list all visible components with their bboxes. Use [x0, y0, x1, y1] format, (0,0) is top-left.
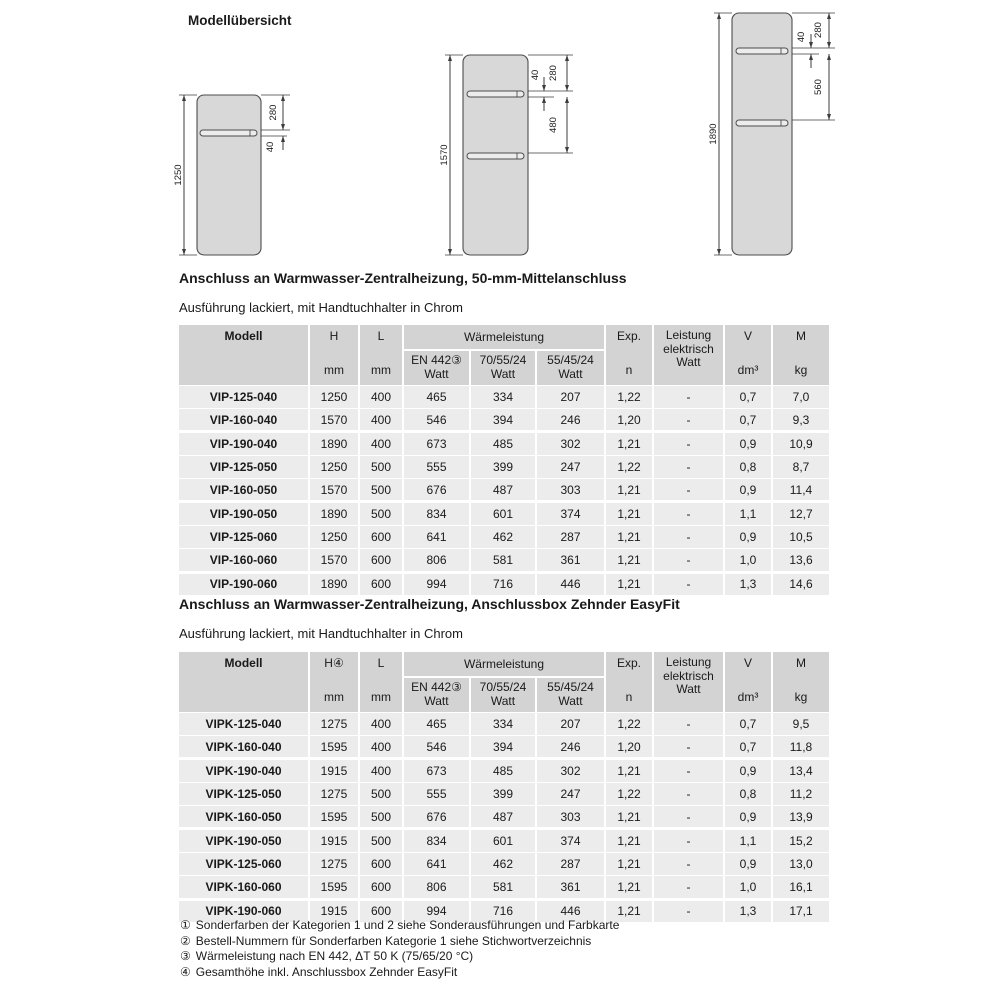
- footnote-marker: ③: [180, 949, 191, 963]
- cell-l: 400: [359, 735, 403, 759]
- cell-model: VIPK-125-060: [179, 853, 309, 876]
- radiator-1890-drawing: [698, 4, 853, 266]
- radiator-body: [197, 95, 261, 255]
- cell-v: 0,7: [724, 386, 772, 409]
- dimension-label-between: 560: [813, 79, 824, 95]
- cell-model: VIP-190-040: [179, 432, 309, 456]
- cell-m: 9,5: [772, 713, 829, 736]
- cell-leistung-elektrisch: -: [653, 456, 724, 479]
- cell-m: 16,1: [772, 875, 829, 899]
- cell-m: 11,4: [772, 478, 829, 502]
- cell-leistung-elektrisch: -: [653, 572, 724, 595]
- cell-m: 12,7: [772, 502, 829, 526]
- cell-v: 1,1: [724, 502, 772, 526]
- height-dimension: [439, 55, 463, 255]
- cell-en442-watt: 806: [403, 875, 470, 899]
- cell-h: 1570: [309, 478, 359, 502]
- cell-model: VIPK-160-060: [179, 875, 309, 899]
- cell-l: 500: [359, 829, 403, 853]
- section-heading-mittelanschluss: Anschluss an Warmwasser-Zentralheizung, 50-mm-Mittelanschluss: [179, 270, 627, 286]
- col-header-v: V dm³: [724, 652, 772, 713]
- footnote: [180, 934, 619, 950]
- footnote: [180, 949, 619, 965]
- cell-exp: 1,22: [605, 456, 653, 479]
- cell-554524-watt: 446: [536, 899, 605, 922]
- cell-h: 1890: [309, 432, 359, 456]
- table-row: [179, 432, 829, 456]
- cell-705524-watt: 485: [470, 432, 536, 456]
- cell-705524-watt: 581: [470, 875, 536, 899]
- radiator-1570-drawing: [428, 46, 578, 264]
- cell-v: 1,3: [724, 572, 772, 595]
- cell-leistung-elektrisch: -: [653, 386, 724, 409]
- section-heading-easyfit: Anschluss an Warmwasser-Zentralheizung, Anschlussbox Zehnder EasyFit: [179, 596, 680, 612]
- cell-en442-watt: 994: [403, 572, 470, 595]
- cell-m: 11,2: [772, 783, 829, 806]
- cell-exp: 1,20: [605, 735, 653, 759]
- dimension-label-bar: 40: [796, 31, 807, 43]
- cell-h: 1275: [309, 853, 359, 876]
- towel-bar: [467, 91, 524, 97]
- cell-exp: 1,21: [605, 572, 653, 595]
- col-header-modell: Modell: [179, 325, 309, 386]
- towel-bar: [200, 130, 257, 136]
- cell-l: 400: [359, 386, 403, 409]
- cell-model: VIPK-190-060: [179, 899, 309, 922]
- dimension-label-top: 280: [268, 104, 279, 121]
- cell-model: VIP-125-050: [179, 456, 309, 479]
- cell-v: 0,9: [724, 759, 772, 783]
- cell-model: VIP-125-040: [179, 386, 309, 409]
- cell-705524-watt: 394: [470, 408, 536, 432]
- col-header-en442: EN 442③ Watt: [403, 350, 470, 386]
- cell-en442-watt: 465: [403, 713, 470, 736]
- cell-705524-watt: 716: [470, 899, 536, 922]
- cell-554524-watt: 247: [536, 456, 605, 479]
- col-header-l: L mm: [359, 652, 403, 713]
- col-header-554524: 55/45/24 Watt: [536, 677, 605, 713]
- bar-dimensions: [792, 13, 835, 120]
- col-header-en442: EN 442③ Watt: [403, 677, 470, 713]
- col-header-v: V dm³: [724, 325, 772, 386]
- col-header-705524: 70/55/24 Watt: [470, 677, 536, 713]
- cell-l: 400: [359, 759, 403, 783]
- cell-705524-watt: 716: [470, 572, 536, 595]
- radiator-diagram-1890: [698, 4, 853, 271]
- cell-en442-watt: 641: [403, 853, 470, 876]
- cell-v: 0,9: [724, 805, 772, 829]
- cell-705524-watt: 394: [470, 735, 536, 759]
- cell-leistung-elektrisch: -: [653, 548, 724, 572]
- cell-v: 1,0: [724, 548, 772, 572]
- height-dimension: [708, 13, 732, 255]
- dimension-label-top: 280: [548, 65, 559, 81]
- cell-v: 0,9: [724, 853, 772, 876]
- cell-h: 1890: [309, 502, 359, 526]
- cell-v: 0,9: [724, 478, 772, 502]
- cell-m: 17,1: [772, 899, 829, 922]
- cell-h: 1890: [309, 572, 359, 595]
- cell-m: 15,2: [772, 829, 829, 853]
- table-row: [179, 713, 829, 736]
- cell-v: 1,1: [724, 829, 772, 853]
- cell-554524-watt: 246: [536, 408, 605, 432]
- cell-705524-watt: 487: [470, 478, 536, 502]
- cell-en442-watt: 676: [403, 478, 470, 502]
- cell-705524-watt: 487: [470, 805, 536, 829]
- cell-leistung-elektrisch: -: [653, 408, 724, 432]
- cell-model: VIP-190-060: [179, 572, 309, 595]
- cell-l: 500: [359, 456, 403, 479]
- cell-exp: 1,21: [605, 502, 653, 526]
- radiator-diagram-1570: [428, 46, 578, 269]
- cell-leistung-elektrisch: -: [653, 783, 724, 806]
- col-header-l: L mm: [359, 325, 403, 386]
- cell-l: 500: [359, 805, 403, 829]
- cell-h: 1250: [309, 526, 359, 549]
- cell-exp: 1,21: [605, 432, 653, 456]
- cell-exp: 1,22: [605, 783, 653, 806]
- cell-en442-watt: 834: [403, 502, 470, 526]
- cell-exp: 1,20: [605, 408, 653, 432]
- cell-exp: 1,21: [605, 899, 653, 922]
- cell-exp: 1,21: [605, 526, 653, 549]
- cell-705524-watt: 485: [470, 759, 536, 783]
- cell-554524-watt: 374: [536, 502, 605, 526]
- cell-m: 8,7: [772, 456, 829, 479]
- cell-705524-watt: 462: [470, 853, 536, 876]
- cell-705524-watt: 462: [470, 526, 536, 549]
- cell-m: 7,0: [772, 386, 829, 409]
- cell-l: 500: [359, 478, 403, 502]
- cell-leistung-elektrisch: -: [653, 526, 724, 549]
- table-row: [179, 572, 829, 595]
- cell-model: VIPK-160-050: [179, 805, 309, 829]
- cell-l: 400: [359, 408, 403, 432]
- cell-leistung-elektrisch: -: [653, 735, 724, 759]
- col-header-m: M kg: [772, 652, 829, 713]
- cell-v: 0,7: [724, 408, 772, 432]
- cell-h: 1250: [309, 386, 359, 409]
- cell-554524-watt: 302: [536, 759, 605, 783]
- table-row: [179, 548, 829, 572]
- cell-554524-watt: 247: [536, 783, 605, 806]
- cell-554524-watt: 246: [536, 735, 605, 759]
- col-header-waermeleistung: Wärmeleistung: [403, 652, 605, 677]
- cell-h: 1915: [309, 759, 359, 783]
- cell-l: 600: [359, 853, 403, 876]
- cell-leistung-elektrisch: -: [653, 432, 724, 456]
- cell-model: VIP-160-040: [179, 408, 309, 432]
- dimension-label-bar: 40: [530, 69, 541, 81]
- table-row: [179, 526, 829, 549]
- cell-model: VIPK-190-050: [179, 829, 309, 853]
- cell-m: 10,5: [772, 526, 829, 549]
- cell-705524-watt: 601: [470, 502, 536, 526]
- table-row: [179, 829, 829, 853]
- cell-exp: 1,22: [605, 386, 653, 409]
- cell-h: 1250: [309, 456, 359, 479]
- cell-en442-watt: 641: [403, 526, 470, 549]
- dimension-label-between: 480: [548, 117, 559, 133]
- col-header-exp: Exp. n: [605, 652, 653, 713]
- cell-554524-watt: 361: [536, 548, 605, 572]
- table-row: [179, 478, 829, 502]
- cell-554524-watt: 303: [536, 478, 605, 502]
- cell-m: 13,9: [772, 805, 829, 829]
- cell-554524-watt: 374: [536, 829, 605, 853]
- cell-en442-watt: 676: [403, 805, 470, 829]
- cell-en442-watt: 555: [403, 783, 470, 806]
- cell-model: VIPK-125-050: [179, 783, 309, 806]
- cell-exp: 1,21: [605, 875, 653, 899]
- cell-h: 1595: [309, 735, 359, 759]
- table-row: [179, 386, 829, 409]
- table-row: [179, 456, 829, 479]
- col-header-leistung-elektrisch: Leistung elektrisch Watt: [653, 652, 724, 713]
- col-header-705524: 70/55/24 Watt: [470, 350, 536, 386]
- col-header-h: H④ mm: [309, 652, 359, 713]
- cell-v: 0,8: [724, 783, 772, 806]
- cell-v: 0,7: [724, 735, 772, 759]
- footnote-marker: ①: [180, 918, 191, 932]
- cell-en442-watt: 465: [403, 386, 470, 409]
- cell-h: 1915: [309, 829, 359, 853]
- cell-h: 1570: [309, 548, 359, 572]
- cell-554524-watt: 287: [536, 526, 605, 549]
- cell-l: 600: [359, 526, 403, 549]
- cell-leistung-elektrisch: -: [653, 853, 724, 876]
- cell-v: 0,9: [724, 526, 772, 549]
- col-header-modell: Modell: [179, 652, 309, 713]
- table-row: [179, 408, 829, 432]
- footnote-text: Wärmeleistung nach EN 442, ΔT 50 K (75/65/20 °C): [195, 949, 474, 963]
- cell-model: VIP-160-060: [179, 548, 309, 572]
- cell-l: 400: [359, 713, 403, 736]
- col-header-554524: 55/45/24 Watt: [536, 350, 605, 386]
- cell-l: 600: [359, 899, 403, 922]
- section-subheading: Ausführung lackiert, mit Handtuchhalter in Chrom: [179, 300, 463, 315]
- cell-h: 1595: [309, 805, 359, 829]
- cell-exp: 1,21: [605, 759, 653, 783]
- cell-554524-watt: 302: [536, 432, 605, 456]
- cell-en442-watt: 834: [403, 829, 470, 853]
- cell-exp: 1,21: [605, 805, 653, 829]
- cell-h: 1275: [309, 713, 359, 736]
- col-header-m: M kg: [772, 325, 829, 386]
- table-row: [179, 759, 829, 783]
- cell-v: 0,7: [724, 713, 772, 736]
- spec-table-mittelanschluss: [179, 325, 829, 595]
- cell-v: 0,8: [724, 456, 772, 479]
- bar-dimensions: [528, 55, 573, 153]
- footnote: [180, 965, 619, 981]
- cell-leistung-elektrisch: -: [653, 478, 724, 502]
- cell-leistung-elektrisch: -: [653, 713, 724, 736]
- table-row: [179, 502, 829, 526]
- cell-h: 1570: [309, 408, 359, 432]
- cell-m: 10,9: [772, 432, 829, 456]
- radiator-1250-drawing: [163, 83, 303, 275]
- cell-m: 13,6: [772, 548, 829, 572]
- radiator-diagram-1250: [163, 83, 303, 280]
- col-header-leistung-elektrisch: Leistung elektrisch Watt: [653, 325, 724, 386]
- towel-bar: [467, 153, 524, 159]
- cell-exp: 1,21: [605, 548, 653, 572]
- footnote-marker: ④: [180, 964, 191, 979]
- cell-554524-watt: 207: [536, 386, 605, 409]
- cell-l: 600: [359, 548, 403, 572]
- cell-m: 13,0: [772, 853, 829, 876]
- cell-m: 13,4: [772, 759, 829, 783]
- bar-dimensions: [261, 95, 290, 152]
- footnote-marker: ②: [180, 933, 191, 948]
- dimension-label-height: 1250: [173, 164, 184, 186]
- cell-l: 500: [359, 502, 403, 526]
- cell-model: VIP-160-050: [179, 478, 309, 502]
- cell-l: 400: [359, 432, 403, 456]
- cell-705524-watt: 581: [470, 548, 536, 572]
- cell-v: 1,3: [724, 899, 772, 922]
- cell-705524-watt: 399: [470, 783, 536, 806]
- cell-705524-watt: 334: [470, 713, 536, 736]
- cell-en442-watt: 673: [403, 759, 470, 783]
- cell-en442-watt: 546: [403, 408, 470, 432]
- footnote-text: Sonderfarben der Kategorien 1 und 2 siehe Sonderausführungen und Farbkarte: [195, 918, 620, 932]
- cell-m: 9,3: [772, 408, 829, 432]
- towel-bar: [736, 120, 788, 126]
- cell-leistung-elektrisch: -: [653, 829, 724, 853]
- cell-leistung-elektrisch: -: [653, 875, 724, 899]
- cell-705524-watt: 334: [470, 386, 536, 409]
- cell-exp: 1,21: [605, 853, 653, 876]
- section-subheading: Ausführung lackiert, mit Handtuchhalter in Chrom: [179, 626, 463, 641]
- towel-bar: [736, 48, 788, 54]
- table-row: [179, 735, 829, 759]
- cell-model: VIPK-125-040: [179, 713, 309, 736]
- col-header-h: H mm: [309, 325, 359, 386]
- col-header-exp: Exp. n: [605, 325, 653, 386]
- col-header-waermeleistung: Wärmeleistung: [403, 325, 605, 350]
- cell-en442-watt: 806: [403, 548, 470, 572]
- cell-exp: 1,22: [605, 713, 653, 736]
- cell-model: VIPK-160-040: [179, 735, 309, 759]
- cell-en442-watt: 555: [403, 456, 470, 479]
- cell-en442-watt: 994: [403, 899, 470, 922]
- dimension-label-height: 1570: [439, 144, 450, 166]
- cell-model: VIP-125-060: [179, 526, 309, 549]
- cell-leistung-elektrisch: -: [653, 899, 724, 922]
- cell-en442-watt: 673: [403, 432, 470, 456]
- table-row: [179, 805, 829, 829]
- cell-leistung-elektrisch: -: [653, 759, 724, 783]
- footnotes: [180, 918, 619, 980]
- dimension-label-height: 1890: [708, 123, 719, 145]
- cell-exp: 1,21: [605, 478, 653, 502]
- cell-leistung-elektrisch: -: [653, 805, 724, 829]
- footnote-text: Bestell-Nummern für Sonderfarben Kategorie 1 siehe Stichwortverzeichnis: [195, 933, 592, 948]
- cell-m: 11,8: [772, 735, 829, 759]
- cell-v: 1,0: [724, 875, 772, 899]
- cell-exp: 1,21: [605, 829, 653, 853]
- cell-554524-watt: 361: [536, 875, 605, 899]
- cell-m: 14,6: [772, 572, 829, 595]
- height-dimension: [173, 95, 197, 255]
- cell-en442-watt: 546: [403, 735, 470, 759]
- footnote: [180, 918, 619, 934]
- cell-l: 600: [359, 875, 403, 899]
- cell-h: 1275: [309, 783, 359, 806]
- cell-model: VIPK-190-040: [179, 759, 309, 783]
- cell-705524-watt: 399: [470, 456, 536, 479]
- dimension-label-bar: 40: [265, 141, 276, 153]
- page-title: Modellübersicht: [188, 13, 292, 28]
- cell-554524-watt: 446: [536, 572, 605, 595]
- cell-h: 1595: [309, 875, 359, 899]
- cell-554524-watt: 303: [536, 805, 605, 829]
- table-row: [179, 875, 829, 899]
- cell-l: 500: [359, 783, 403, 806]
- cell-554524-watt: 207: [536, 713, 605, 736]
- footnote-text: Gesamthöhe inkl. Anschlussbox Zehnder EasyFit: [195, 964, 458, 979]
- cell-h: 1915: [309, 899, 359, 922]
- cell-705524-watt: 601: [470, 829, 536, 853]
- cell-554524-watt: 287: [536, 853, 605, 876]
- cell-leistung-elektrisch: -: [653, 502, 724, 526]
- cell-model: VIP-190-050: [179, 502, 309, 526]
- cell-v: 0,9: [724, 432, 772, 456]
- table-row: [179, 853, 829, 876]
- table-row: [179, 783, 829, 806]
- dimension-label-top: 280: [813, 22, 824, 38]
- spec-table-easyfit: [179, 652, 829, 922]
- cell-l: 600: [359, 572, 403, 595]
